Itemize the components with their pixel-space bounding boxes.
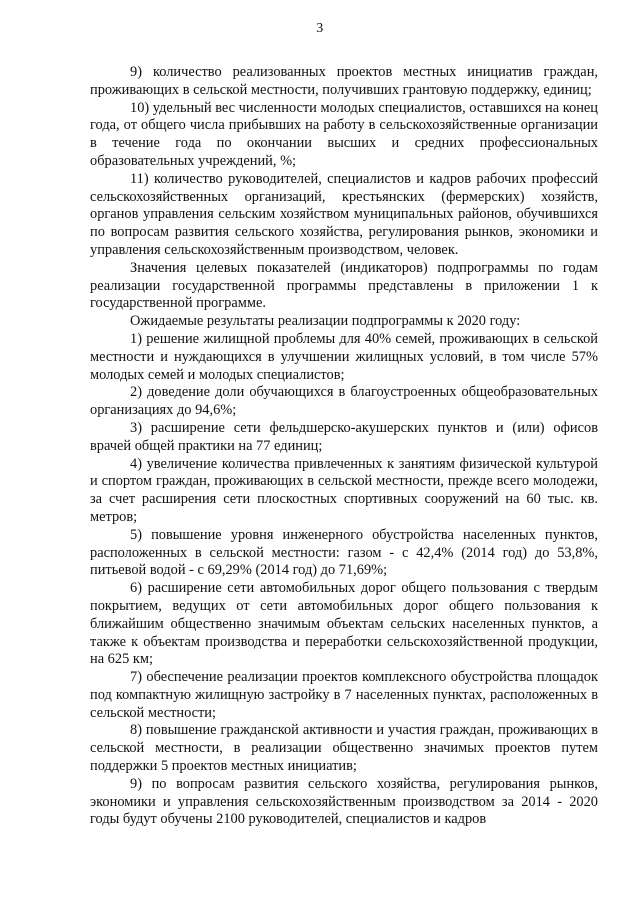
paragraph-result-7: 7) обеспечение реализации проектов комплексного обустройства площадок под компактную жилищную застройку в 7 населенных пунктах, расположенных в сельской местности; bbox=[90, 669, 598, 721]
paragraph-indicator-9: 9) количество реализованных проектов местных инициатив граждан, проживающих в сельской местности, получивших грантовую поддержку, единиц; bbox=[90, 64, 598, 98]
paragraph-result-5: 5) повышение уровня инженерного обустройства населенных пунктов, расположенных в сельской местности: газом - с 42,4% (2014 год) до 53,8%, питьевой водой - с 69,29% (2014 год) до 71,69%; bbox=[90, 526, 598, 579]
paragraph-result-8: 8) повышение гражданской активности и участия граждан, проживающих в сельской местности, в реализации общественно значимых проектов путем поддержки 5 проектов местных инициатив; bbox=[90, 722, 598, 775]
paragraph-result-6: 6) расширение сети автомобильных дорог общего пользования с твердым покрытием, ведущих от сети автомобильных дорог общего пользования к ближайшим общественно значимым объектам сельских населенных пунктов, а также к объектам производства и переработки сельскохозяйственной продукции, на 625 км; bbox=[90, 580, 598, 668]
paragraph-result-2: 2) доведение доли обучающихся в благоустроенных общеобразовательных организациях до 94,6%; bbox=[90, 384, 598, 419]
paragraph-expected-results-heading: Ожидаемые результаты реализации подпрограммы к 2020 году: bbox=[130, 313, 521, 330]
paragraph-result-9: 9) по вопросам развития сельского хозяйства, регулирования рынков, экономики и управления сельскохозяйственным производством за 2014 - 2020 годы будут обучены 2100 руководителей, специалистов и кадров bbox=[90, 775, 598, 828]
paragraph-result-3: 3) расширение сети фельдшерско-акушерских пунктов и (или) офисов врачей общей практики на 77 единиц; bbox=[90, 419, 598, 454]
paragraph-indicator-10: 10) удельный вес численности молодых специалистов, оставшихся на конец года, от общего числа прибывших на работу в сельскохозяйственные организации в течение года по окончании высших и средних профессиональных образовательных учреждений, %; bbox=[90, 99, 598, 169]
page-number: 3 bbox=[316, 21, 324, 36]
document-body bbox=[90, 64, 598, 829]
paragraph-indicator-values-note: Значения целевых показателей (индикаторов) подпрограммы по годам реализации государственной программы представлены в приложении 1 к государственной программе. bbox=[90, 259, 598, 312]
paragraph-result-1: 1) решение жилищной проблемы для 40% семей, проживающих в сельской местности и нуждающихся в улучшении жилищных условий, в том числе 57% молодых семей и молодых специалистов; bbox=[90, 330, 598, 383]
paragraph-indicator-11: 11) количество руководителей, специалистов и кадров рабочих профессий сельскохозяйственных организаций, крестьянских (фермерских) хозяйств, органов управления сельским хозяйством муниципальных районов, обучившихся по вопросам развития сельского хозяйства, регулирования рынков, экономики и управления сельскохозяйственным производством, человек. bbox=[90, 170, 598, 258]
paragraph-result-4: 4) увеличение количества привлеченных к занятиям физической культурой и спортом граждан, проживающих в сельской местности, прежде всего молодежи, за счет расширения сети плоскостных спортивных сооружений на 60 тыс. кв. метров; bbox=[90, 455, 598, 525]
